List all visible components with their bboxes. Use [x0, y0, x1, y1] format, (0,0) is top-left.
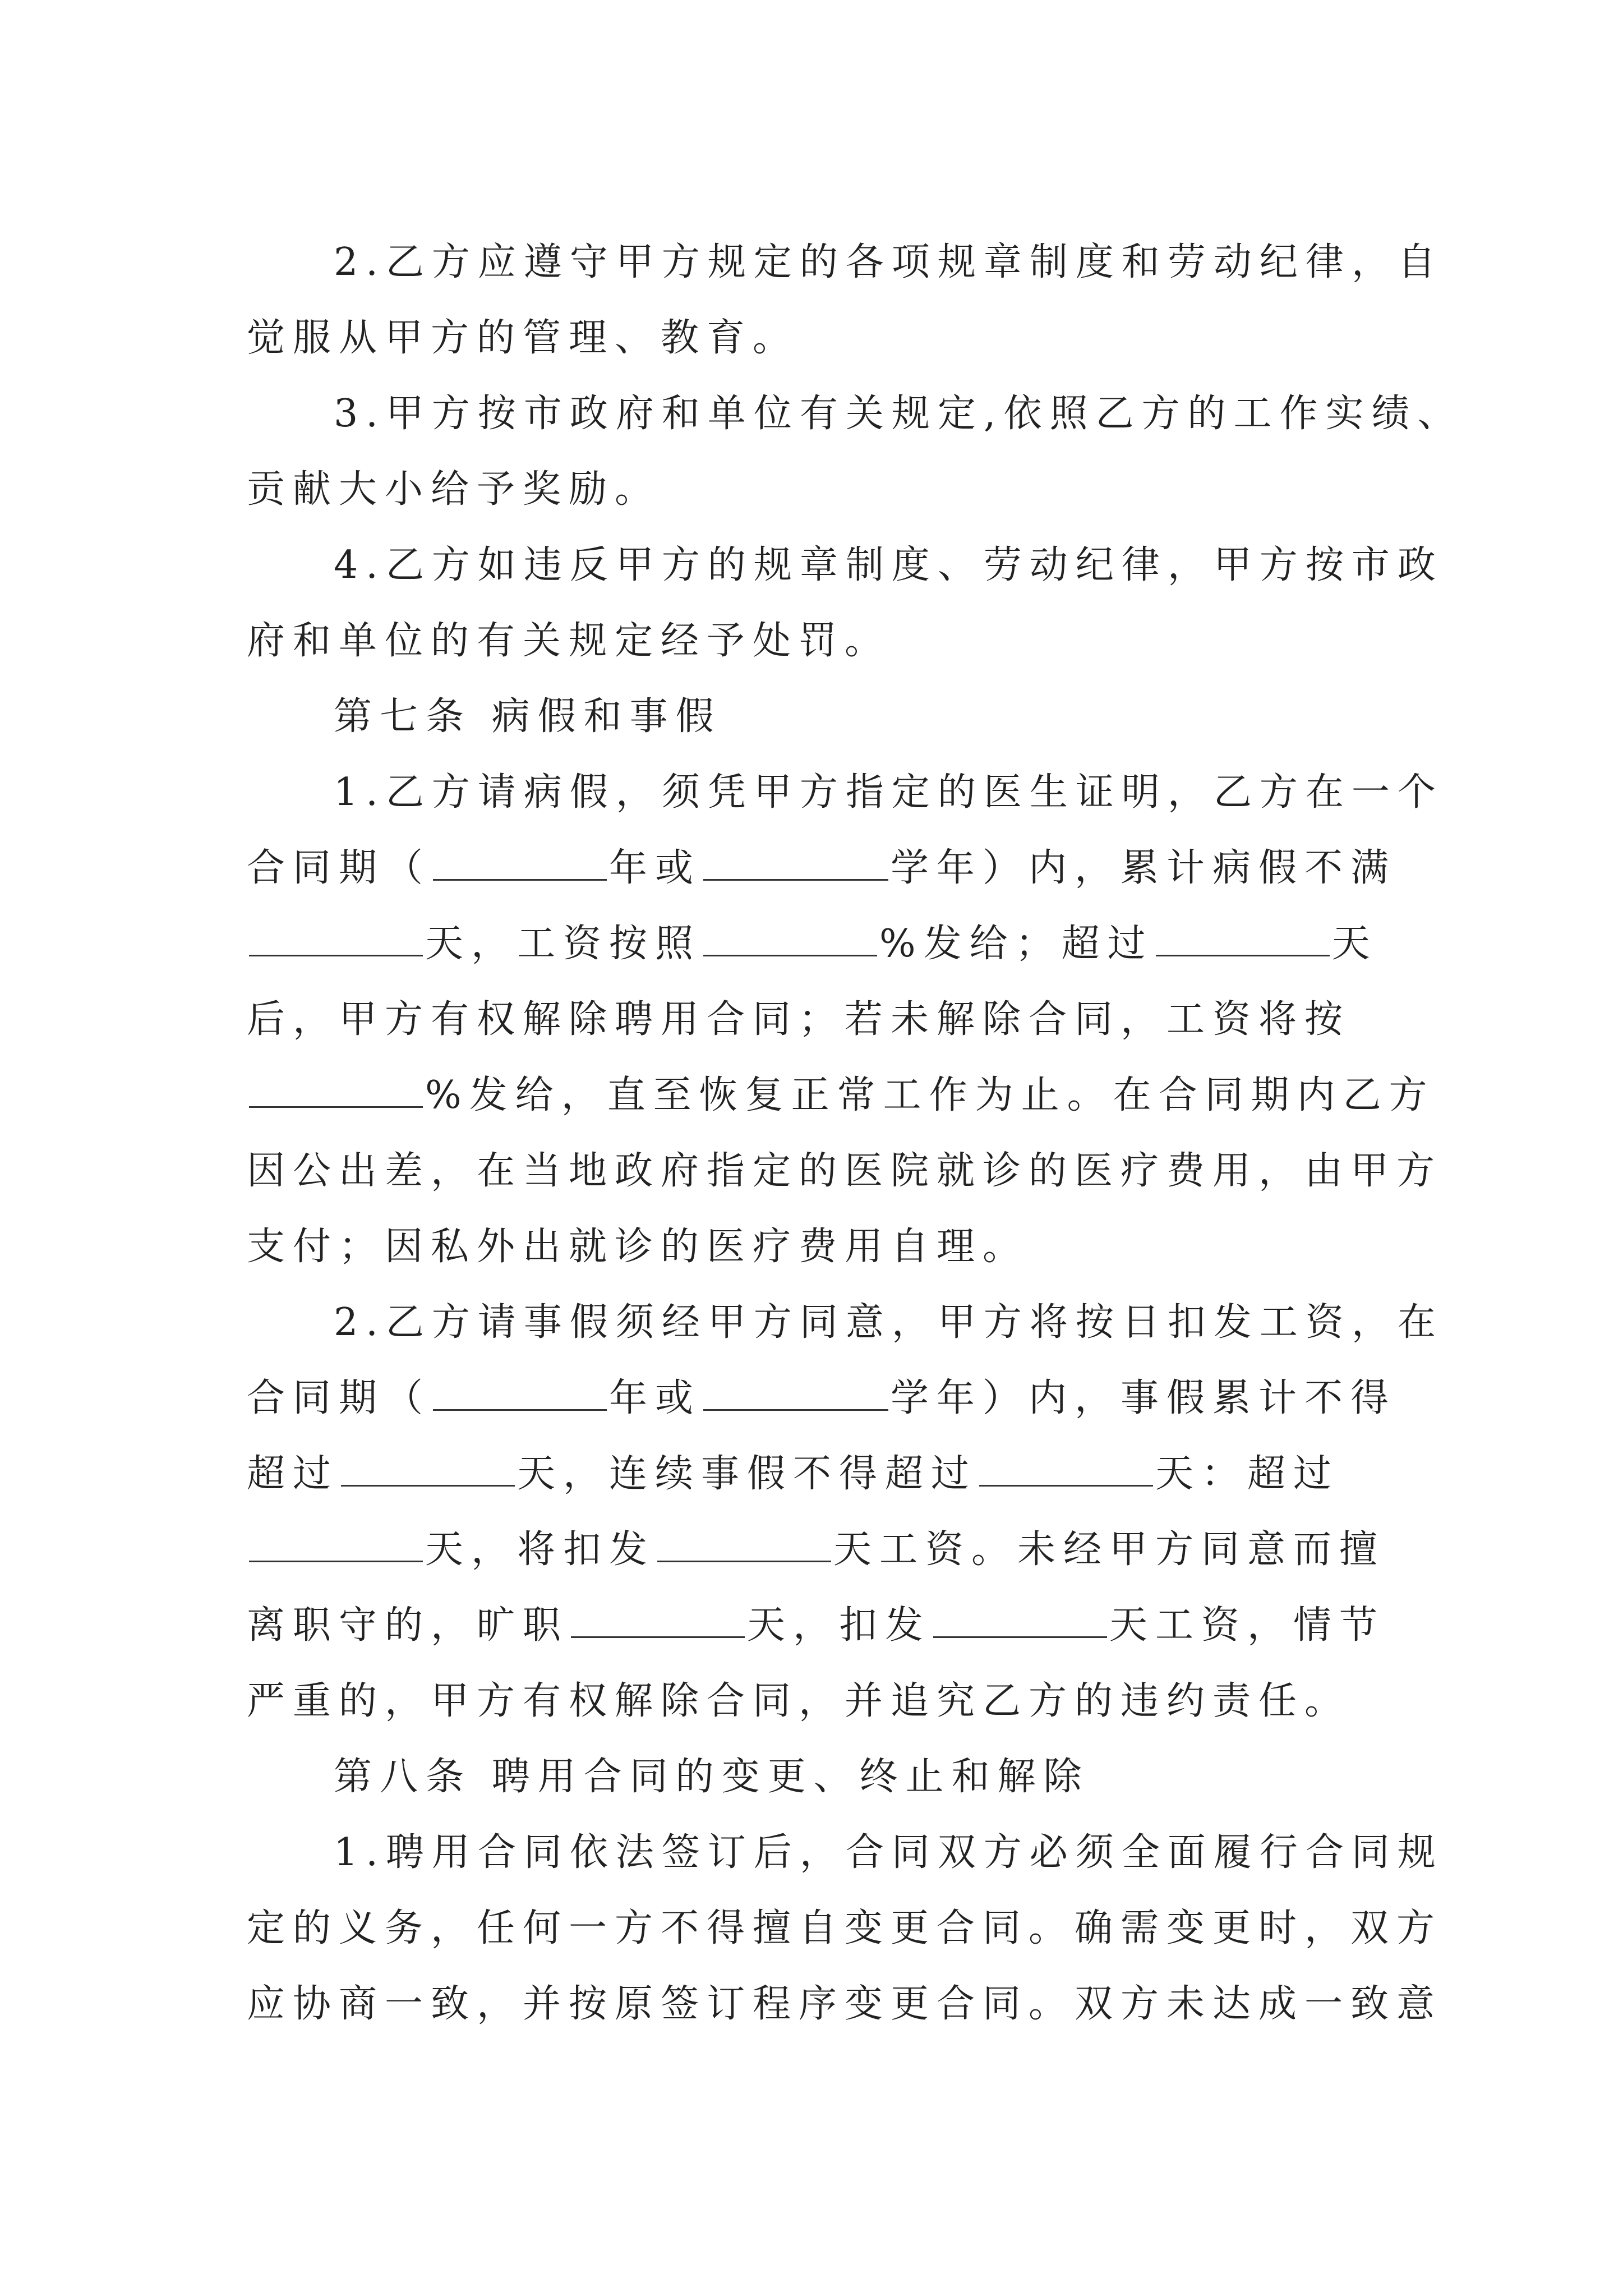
- text-segment: 天: [1331, 922, 1378, 966]
- sick-leave-line-7: 支付；因私外出就诊的医疗费用自理。: [247, 1225, 1029, 1269]
- paragraph-3-line-1: 3.甲方按市政府和单位有关规定,依照乙方的工作实绩、: [334, 392, 1464, 436]
- personal-leave-line-5: [247, 1588, 1391, 1663]
- fill-in-blank: [341, 1446, 515, 1487]
- text-segment: 学年）内，累计病假不满: [891, 846, 1397, 890]
- fill-in-blank: [571, 1597, 745, 1638]
- paragraph-3-line-2: 贡献大小给予奖励。: [247, 467, 661, 512]
- text-segment: 天工资，情节: [1109, 1603, 1386, 1648]
- fill-in-blank: [703, 840, 888, 881]
- fill-in-blank: [657, 1521, 831, 1562]
- text-segment: 天，连续事假不得超过: [517, 1452, 978, 1496]
- personal-leave-line-6: 严重的，甲方有权解除合同，并追究乙方的违约责任。: [247, 1679, 1351, 1723]
- fill-in-blank: [979, 1446, 1153, 1487]
- fill-in-blank: [703, 915, 877, 956]
- sick-leave-line-6: 因公出差，在当地政府指定的医院就诊的医疗费用，由甲方: [247, 1149, 1443, 1193]
- personal-leave-line-4: [247, 1512, 1391, 1588]
- sick-leave-line-3: [247, 906, 1391, 982]
- sick-leave-line-2: [247, 830, 1397, 906]
- fill-in-blank: [249, 915, 423, 956]
- paragraph-2-line-2: 觉服从甲方的管理、教育。: [247, 316, 799, 360]
- article-8-title: 第八条 聘用合同的变更、终止和解除: [334, 1755, 1090, 1799]
- paragraph-4-line-1: 4.乙方如违反甲方的规章制度、劳动纪律，甲方按市政: [334, 543, 1444, 587]
- text-segment: %发给；超过: [879, 922, 1154, 966]
- fill-in-blank: [703, 1370, 888, 1411]
- fill-in-blank: [433, 840, 607, 881]
- contract-change-line-3: 应协商一致，并按原签订程序变更合同。双方未达成一致意: [247, 1982, 1443, 2026]
- text-segment: 天，工资按照: [425, 922, 702, 966]
- text-segment: %发给，直至恢复正常工作为止。在合同期内乙方: [425, 1073, 1435, 1117]
- personal-leave-line-3: [247, 1436, 1391, 1512]
- sick-leave-line-4: 后，甲方有权解除聘用合同；若未解除合同，工资将按: [247, 997, 1351, 1042]
- paragraph-2-line-1: 2.乙方应遵守甲方规定的各项规章制度和劳动纪律，自: [334, 240, 1444, 284]
- text-segment: 年或: [609, 846, 702, 890]
- text-segment: 天，扣发: [747, 1603, 932, 1648]
- text-segment: 天，将扣发: [425, 1527, 656, 1572]
- text-segment: 天工资。未经甲方同意而擅: [833, 1527, 1386, 1572]
- article-7-title: 第七条 病假和事假: [334, 694, 722, 739]
- text-segment: 年或: [609, 1376, 702, 1420]
- contract-change-line-2: 定的义务，任何一方不得擅自变更合同。确需变更时，双方: [247, 1906, 1443, 1950]
- document-body: [247, 224, 1464, 2042]
- fill-in-blank: [1156, 915, 1330, 956]
- fill-in-blank: [249, 1067, 423, 1108]
- text-segment: 天：超过: [1155, 1452, 1340, 1496]
- sick-leave-line-5: [247, 1057, 1435, 1133]
- text-segment: 合同期（: [247, 1376, 431, 1420]
- fill-in-blank: [249, 1521, 423, 1562]
- fill-in-blank: [433, 1370, 607, 1411]
- personal-leave-line-1: 2.乙方请事假须经甲方同意，甲方将按日扣发工资，在: [334, 1300, 1444, 1345]
- fill-in-blank: [933, 1597, 1107, 1638]
- personal-leave-line-2: [247, 1360, 1397, 1436]
- paragraph-4-line-2: 府和单位的有关规定经予处罚。: [247, 619, 891, 663]
- sick-leave-line-1: 1.乙方请病假，须凭甲方指定的医生证明，乙方在一个: [334, 770, 1444, 815]
- contract-change-line-1: 1.聘用合同依法签订后，合同双方必须全面履行合同规: [334, 1830, 1444, 1875]
- text-segment: 合同期（: [247, 846, 431, 890]
- text-segment: 学年）内，事假累计不得: [891, 1376, 1397, 1420]
- text-segment: 超过: [247, 1452, 339, 1496]
- text-segment: 离职守的，旷职: [247, 1603, 569, 1648]
